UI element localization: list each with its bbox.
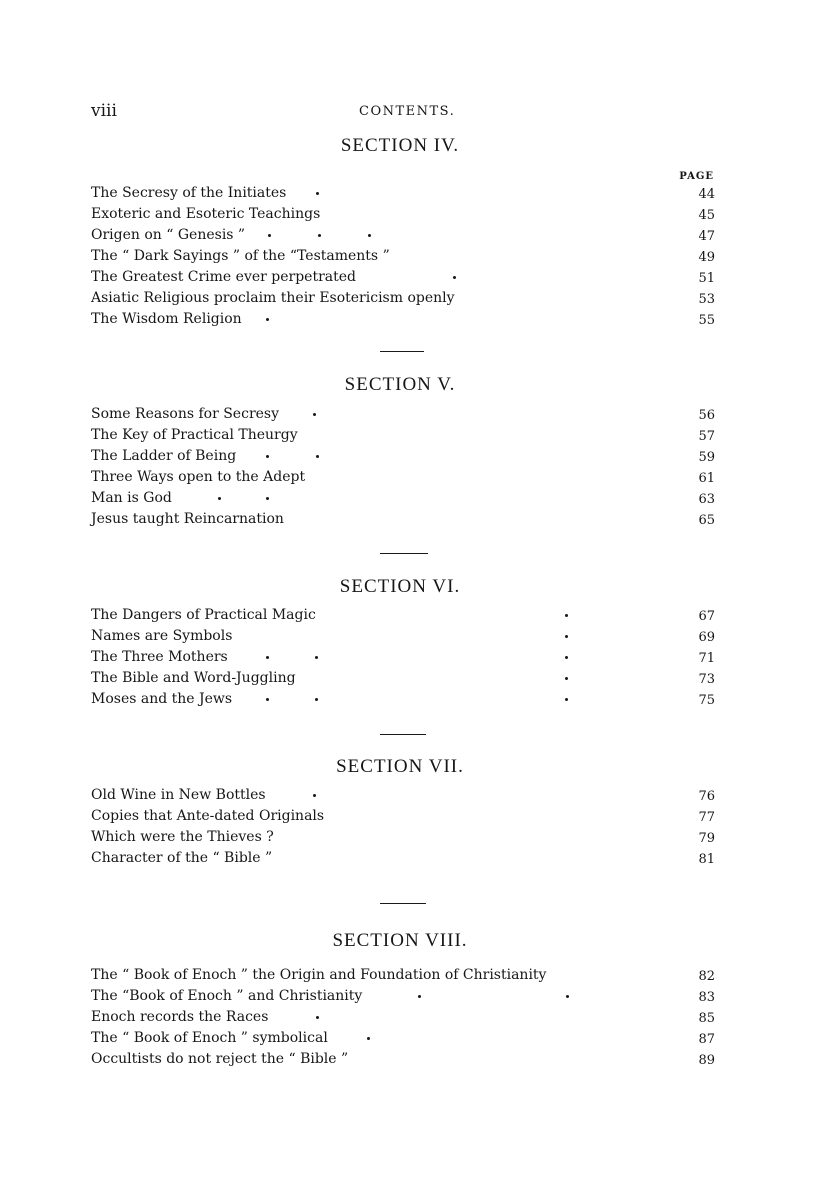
entry-page: 63 (698, 492, 715, 507)
entry-page: 57 (698, 429, 715, 444)
entry-title: The Secresy of the Initiates (91, 185, 287, 201)
toc-entry (91, 647, 715, 668)
entry-title: Which were the Thieves ? (91, 829, 274, 845)
entry-title: Origen on “ Genesis ” (91, 227, 246, 243)
toc-entry (91, 965, 715, 986)
entry-title: The Greatest Crime ever perpetrated (91, 269, 357, 285)
toc-entry (91, 626, 715, 647)
entry-title: The “ Book of Enoch ” symbolical (91, 1030, 328, 1046)
leader-dot (367, 1037, 370, 1040)
entry-page: 53 (698, 292, 715, 307)
section-divider (380, 734, 426, 735)
toc-entry (91, 204, 715, 225)
toc-entry (91, 509, 715, 530)
entry-title: The Wisdom Religion (91, 311, 242, 327)
entry-title: The Three Mothers (91, 649, 228, 665)
entry-title: Enoch records the Races (91, 1009, 269, 1025)
section-title: SECTION VI. (339, 576, 461, 597)
entry-page: 85 (698, 1011, 715, 1026)
entry-title: Exoteric and Esoteric Teachings (91, 206, 321, 222)
entry-page: 79 (698, 831, 715, 846)
entry-title: The Ladder of Being (91, 448, 237, 464)
entry-page: 61 (698, 471, 715, 486)
leader-dot (315, 698, 318, 701)
toc-entry (91, 848, 715, 869)
toc-entry (91, 1028, 715, 1049)
entry-page: 69 (698, 630, 715, 645)
entry-page: 75 (698, 693, 715, 708)
leader-dot (316, 455, 319, 458)
entry-title: The Key of Practical Theurgy (91, 427, 298, 443)
entry-page: 89 (698, 1053, 715, 1068)
entry-title: Moses and the Jews (91, 691, 233, 707)
page-column-label: PAGE (679, 171, 714, 182)
leader-dot (266, 455, 269, 458)
section-entries (91, 785, 715, 869)
entry-title: Asiatic Religious proclaim their Esotericism openly (91, 290, 455, 306)
entry-page: 51 (698, 271, 715, 286)
leader-dot (565, 656, 568, 659)
toc-entry (91, 404, 715, 425)
entry-page: 76 (698, 789, 715, 804)
toc-entry (91, 986, 715, 1007)
entry-title: The “Book of Enoch ” and Christianity (91, 988, 363, 1004)
leader-dot (313, 413, 316, 416)
entry-title: The Bible and Word-Juggling (91, 670, 296, 686)
toc-entry (91, 806, 715, 827)
leader-dot (418, 995, 421, 998)
leader-dot (268, 234, 271, 237)
toc-entry (91, 1007, 715, 1028)
toc-entry (91, 225, 715, 246)
toc-entry (91, 309, 715, 330)
leader-dot (565, 677, 568, 680)
toc-entry (91, 785, 715, 806)
toc-entry (91, 668, 715, 689)
leader-dot (565, 698, 568, 701)
leader-dot (313, 794, 316, 797)
entry-page: 55 (698, 313, 715, 328)
page-header (91, 101, 718, 125)
leader-dot (266, 318, 269, 321)
toc-entry (91, 1049, 715, 1070)
entry-page: 44 (698, 187, 715, 202)
leader-dot (368, 234, 371, 237)
section-entries (91, 183, 715, 330)
entry-page: 56 (698, 408, 715, 423)
entry-page: 83 (698, 990, 715, 1005)
entry-title: The “ Dark Sayings ” of the “Testaments ” (91, 248, 390, 264)
section-title: SECTION VIII. (332, 930, 468, 951)
entry-page: 81 (698, 852, 715, 867)
page-folio: viii (91, 101, 117, 121)
section-entries (91, 404, 715, 530)
toc-entry (91, 446, 715, 467)
entry-title: Names are Symbols (91, 628, 233, 644)
section-title: SECTION IV. (340, 135, 460, 156)
section-divider (380, 553, 428, 554)
entry-title: Old Wine in New Bottles (91, 787, 266, 803)
toc-entry (91, 827, 715, 848)
entry-title: Three Ways open to the Adept (91, 469, 306, 485)
entry-page: 47 (698, 229, 715, 244)
toc-entry (91, 488, 715, 509)
section-entries (91, 965, 715, 1070)
toc-entry (91, 246, 715, 267)
leader-dot (318, 234, 321, 237)
toc-entry (91, 689, 715, 710)
entry-title: The “ Book of Enoch ” the Origin and Foundation of Christianity (91, 967, 547, 983)
leader-dot (315, 656, 318, 659)
leader-dot (266, 497, 269, 500)
entry-title: The Dangers of Practical Magic (91, 607, 316, 623)
section-divider (380, 903, 426, 904)
entry-page: 87 (698, 1032, 715, 1047)
section-divider (380, 351, 424, 352)
entry-page: 77 (698, 810, 715, 825)
leader-dot (565, 635, 568, 638)
entry-page: 45 (698, 208, 715, 223)
entry-title: Jesus taught Reincarnation (91, 511, 284, 527)
entry-title: Copies that Ante-dated Originals (91, 808, 325, 824)
toc-entry (91, 288, 715, 309)
entry-title: Man is God (91, 490, 172, 506)
entry-title: Some Reasons for Secresy (91, 406, 280, 422)
entry-title: Character of the “ Bible ” (91, 850, 273, 866)
toc-entry (91, 183, 715, 204)
section-title: SECTION VII. (336, 756, 464, 777)
section-entries (91, 605, 715, 710)
entry-page: 65 (698, 513, 715, 528)
entry-title: Occultists do not reject the “ Bible ” (91, 1051, 349, 1067)
leader-dot (453, 276, 456, 279)
leader-dot (218, 497, 221, 500)
leader-dot (266, 656, 269, 659)
entry-page: 49 (698, 250, 715, 265)
leader-dot (316, 1016, 319, 1019)
toc-entry (91, 467, 715, 488)
leader-dot (566, 995, 569, 998)
entry-page: 71 (698, 651, 715, 666)
leader-dot (316, 192, 319, 195)
section-title: SECTION V. (344, 374, 456, 395)
entry-page: 67 (698, 609, 715, 624)
running-title: CONTENTS. (359, 104, 456, 119)
entry-page: 59 (698, 450, 715, 465)
toc-entry (91, 267, 715, 288)
toc-entry (91, 605, 715, 626)
toc-entry (91, 425, 715, 446)
entry-page: 73 (698, 672, 715, 687)
leader-dot (266, 698, 269, 701)
leader-dot (565, 614, 568, 617)
entry-page: 82 (698, 969, 715, 984)
